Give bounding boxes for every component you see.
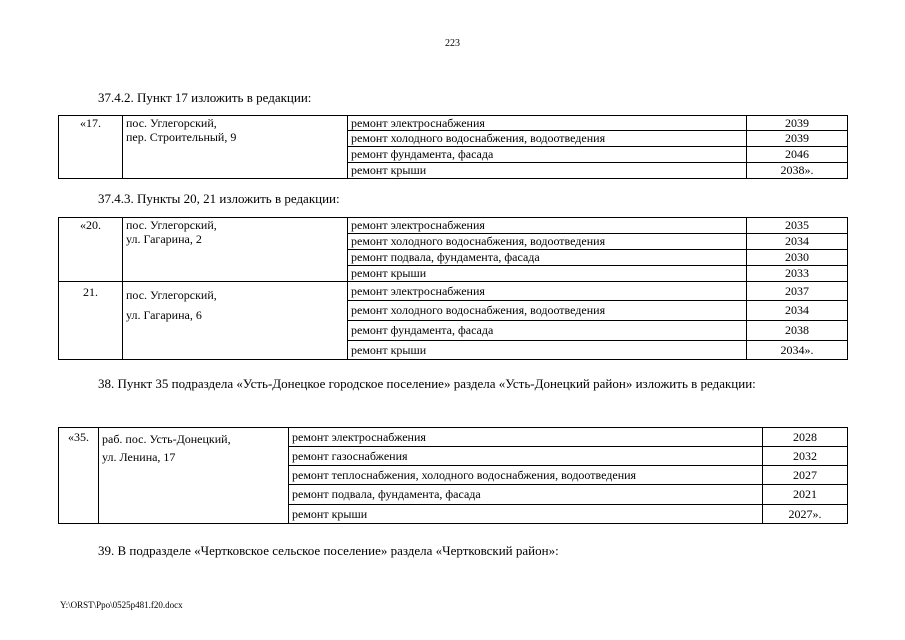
paragraph-38: 38. Пункт 35 подраздела «Усть-Донецкое городское поселение» раздела «Усть-Донецкий район» изложить в редакции:: [98, 376, 756, 391]
work-cell: ремонт крыши: [348, 163, 747, 179]
page-number: 223: [445, 38, 460, 49]
address-line: ул. Гагарина, 2: [126, 232, 202, 246]
year-cell: 2028: [763, 428, 848, 447]
table-item-17: [58, 115, 848, 179]
work-cell: ремонт электроснабжения: [348, 282, 747, 301]
work-cell: ремонт теплоснабжения, холодного водоснабжения, водоотведения: [289, 466, 763, 485]
year-cell: 2034: [747, 301, 848, 321]
address-line: пер. Строительный, 9: [126, 130, 237, 144]
year-cell: 2030: [747, 250, 848, 266]
work-cell: ремонт электроснабжения: [289, 428, 763, 447]
table-items-20-21: [58, 217, 848, 360]
item-number: «20.: [59, 218, 123, 282]
address-line: ул. Гагарина, 6: [126, 308, 202, 322]
address-cell: [123, 282, 348, 360]
year-cell: 2034».: [747, 341, 848, 360]
work-cell: ремонт подвала, фундамента, фасада: [289, 485, 763, 505]
work-cell: ремонт электроснабжения: [348, 218, 747, 234]
work-cell: ремонт подвала, фундамента, фасада: [348, 250, 747, 266]
work-cell: ремонт холодного водоснабжения, водоотведения: [348, 131, 747, 147]
address-cell: [99, 428, 289, 524]
year-cell: 2034: [747, 234, 848, 250]
address-cell: [123, 116, 348, 179]
paragraph-39: 39. В подразделе «Чертковское сельское поселение» раздела «Чертковский район»:: [98, 543, 559, 558]
work-cell: ремонт холодного водоснабжения, водоотведения: [348, 301, 747, 321]
work-cell: ремонт холодного водоснабжения, водоотведения: [348, 234, 747, 250]
work-cell: ремонт крыши: [348, 266, 747, 282]
address-line: раб. пос. Усть-Донецкий,: [102, 432, 231, 446]
item-number: «17.: [59, 116, 123, 179]
paragraph-37-4-2: 37.4.2. Пункт 17 изложить в редакции:: [98, 90, 312, 105]
item-number: «35.: [59, 428, 99, 524]
work-cell: ремонт крыши: [348, 341, 747, 360]
paragraph-37-4-3: 37.4.3. Пункты 20, 21 изложить в редакции:: [98, 191, 340, 206]
year-cell: 2039: [747, 131, 848, 147]
work-cell: ремонт фундамента, фасада: [348, 147, 747, 163]
work-cell: ремонт электроснабжения: [348, 116, 747, 131]
work-cell: ремонт газоснабжения: [289, 447, 763, 466]
address-line: пос. Углегорский,: [126, 218, 217, 232]
year-cell: 2033: [747, 266, 848, 282]
table-item-35: [58, 427, 848, 524]
year-cell: 2027».: [763, 505, 848, 524]
year-cell: 2039: [747, 116, 848, 131]
year-cell: 2037: [747, 282, 848, 301]
address-line: ул. Ленина, 17: [102, 450, 176, 464]
work-cell: ремонт крыши: [289, 505, 763, 524]
year-cell: 2032: [763, 447, 848, 466]
year-cell: 2021: [763, 485, 848, 505]
year-cell: 2038».: [747, 163, 848, 179]
work-cell: ремонт фундамента, фасада: [348, 321, 747, 341]
address-cell: [123, 218, 348, 282]
year-cell: 2038: [747, 321, 848, 341]
footer-file-path: Y:\ORST\Ppo\0525p481.f20.docx: [60, 600, 183, 610]
year-cell: 2035: [747, 218, 848, 234]
year-cell: 2027: [763, 466, 848, 485]
year-cell: 2046: [747, 147, 848, 163]
address-line: пос. Углегорский,: [126, 288, 217, 302]
address-line: пос. Углегорский,: [126, 116, 217, 130]
item-number: 21.: [59, 282, 123, 360]
